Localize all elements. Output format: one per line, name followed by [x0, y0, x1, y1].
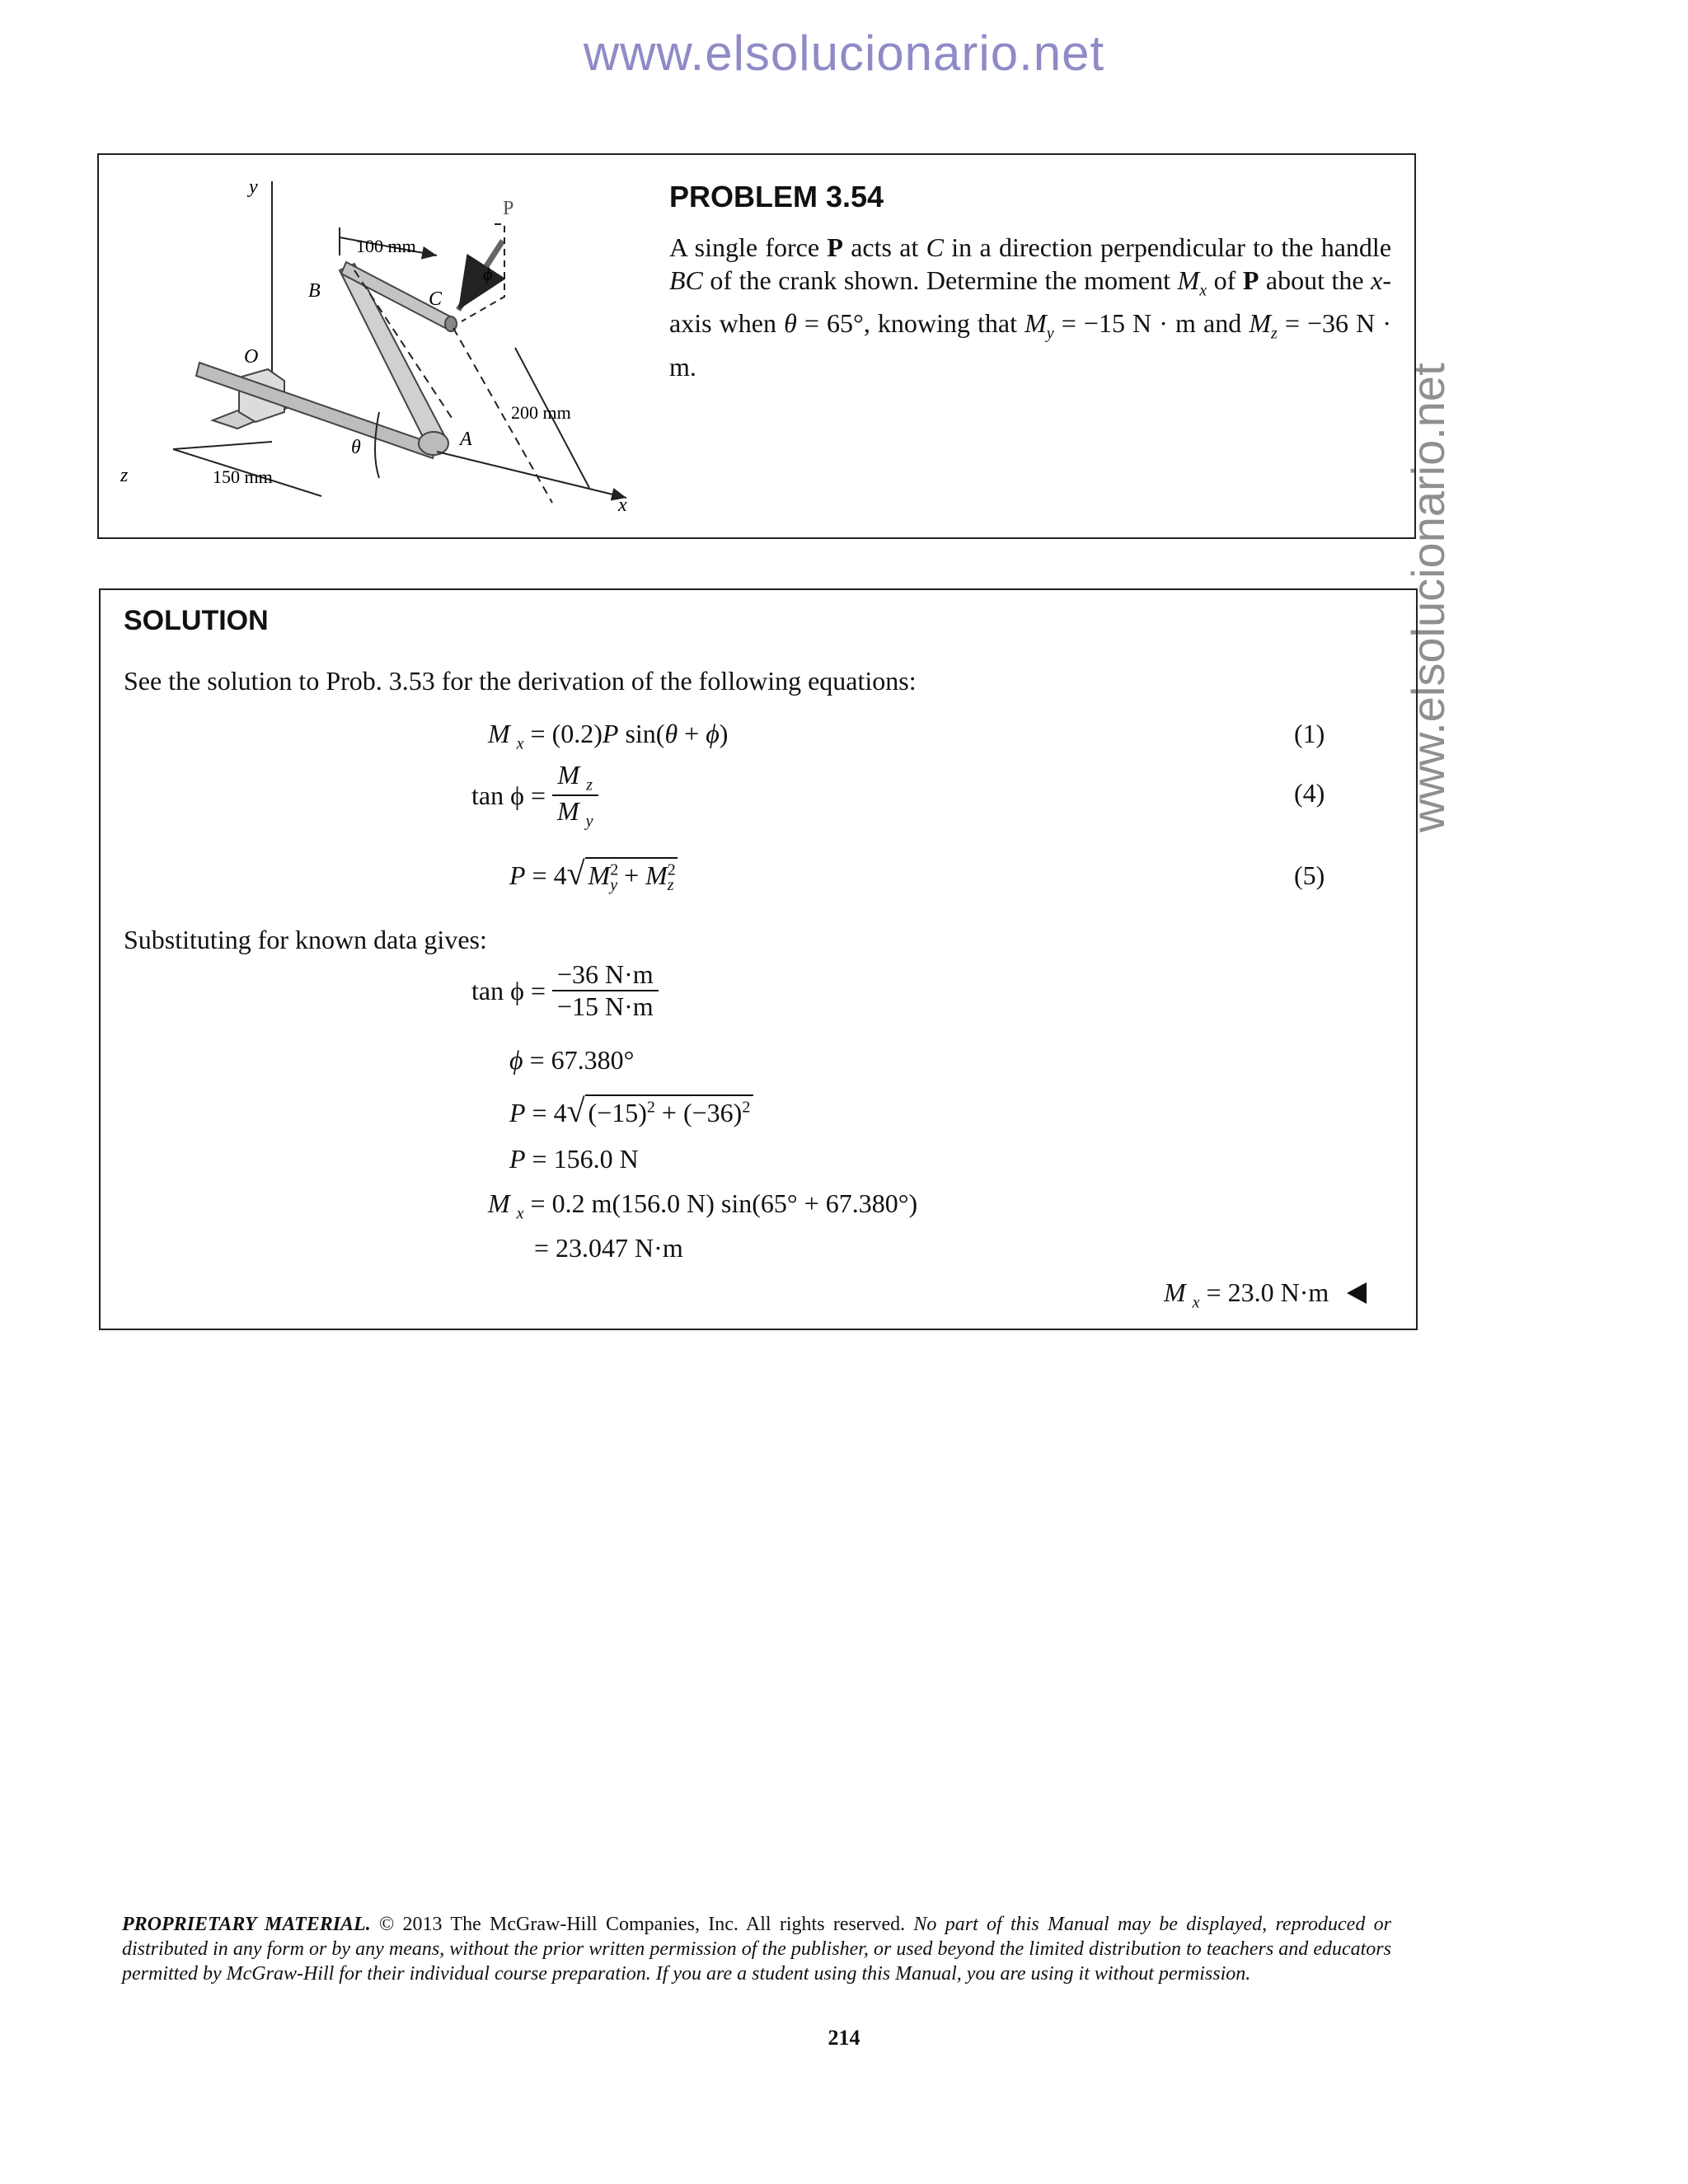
- label-150mm: 150 mm: [213, 466, 273, 487]
- final-answer: M $_x$ = 23.0 N·m: [1164, 1277, 1367, 1312]
- step-P-root: P = 4√ $(-15)^2 + (-36)^2$: [509, 1091, 753, 1130]
- solution-intro: See the solution to Prob. 3.53 for the derivation of the following equations:: [124, 666, 917, 696]
- substitution-intro: Substituting for known data gives:: [124, 925, 487, 954]
- label-100mm: 100 mm: [356, 236, 416, 256]
- label-z: z: [120, 465, 129, 486]
- step-Mx-expr: M $_x$ = 0.2 m(156.0 N) sin(65° + 67.380°): [488, 1188, 918, 1223]
- watermark-top: www.elsolucionario.net: [583, 26, 1105, 81]
- label-200mm: 200 mm: [511, 402, 571, 423]
- equation-4: tan ϕ = $\frac{M _z}{M _y}$: [471, 760, 598, 832]
- label-theta: θ: [351, 437, 361, 458]
- copyright-footer: PROPRIETARY MATERIAL. © 2013 The McGraw-Hill Companies, Inc. All rights reserved. No part of this Manual may be displayed, reproduced or distributed in any form or by any means, without the prior written permission of the publisher, or used beyond the limited distribution to teachers and educators permitted by McGraw-Hill for their individual course preparation. If you are a student using this Manual, you are using it without permission.: [122, 1914, 1391, 1985]
- equation-5: P = 4√ $M^2_y + M^2_z$: [509, 855, 676, 895]
- label-y: y: [249, 176, 258, 198]
- solution-title: SOLUTION: [124, 605, 269, 636]
- watermark-side: www.elsolucionario.net: [1402, 363, 1454, 832]
- label-B: B: [308, 280, 321, 302]
- label-O: O: [244, 346, 259, 368]
- label-phi: ϕ: [483, 264, 493, 284]
- step-phi: ϕ = 67.380°: [509, 1045, 635, 1075]
- problem-statement: A single force P acts at C in a direction perpendicular to the handle BC of the crank shown. Determine the moment $M_x$ of P about the x-axis when θ = 65°, knowing that $M_y = -15$ N · m and $M_z = -36$ N · m.: [669, 232, 1392, 382]
- label-A: A: [460, 429, 472, 450]
- equation-4-number: (4): [1294, 778, 1325, 808]
- answer-marker-icon: [1347, 1282, 1367, 1304]
- equation-5-number: (5): [1294, 860, 1325, 890]
- problem-title: PROBLEM 3.54: [669, 180, 884, 213]
- equation-1-number: (1): [1294, 719, 1325, 748]
- label-P: P: [503, 198, 514, 219]
- equation-1: M $_x$ = (0.2)P sin(θ + ϕ): [488, 719, 729, 753]
- crank-figure: [107, 165, 651, 527]
- step-P-value: P = 156.0 N: [509, 1144, 639, 1174]
- label-x: x: [618, 494, 627, 516]
- label-C: C: [429, 288, 443, 310]
- step-tan-phi: tan ϕ = $\frac{-36 N\cdot m}{-15 N\cdot m}$: [471, 959, 659, 1022]
- page-number: 214: [828, 2026, 860, 2050]
- step-Mx-value: = 23.047 N·m: [534, 1233, 683, 1263]
